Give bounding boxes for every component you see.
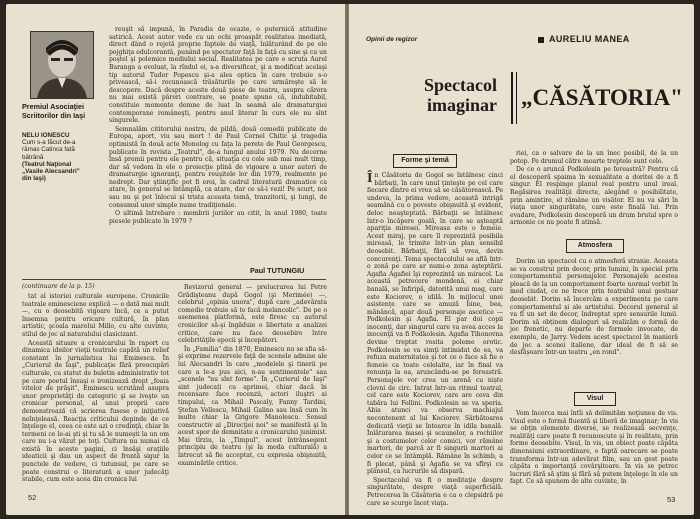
paragraph: În „Familia" din 1870, Eminescu nu se sfia să-şi exprime rezervele faţă de scenele admise ale lui Alecsandri în care „modelele şi tinerii pe care a le-a pus aici, n-au sentimentele" sau „scenele "nu sînt forme". În „Curierul de Iaşi" sint judecați cu aprimei, chiar dacă în recensare face recenzii, actori iluştri ai timpului, ca Mihail Pascaly, Fanny Tardini, Ştefan Vellescu, Mihail Galino sau însă cum în multe chiar la Grigore Manolescu. Sensul constructiv al „Direcţiei noi" se manifestă şi în acest spor de demnitate a cronicarului junimist. Mai tîrziu, la „Timpul", acest întrânsegent principiu de teatru (şi la moda culturală) a întrecut să fie acceptat, cu expresia obişnuită, examinările critice. xyxy=(178,345,327,467)
person-role: Cum s-a făcut de-a rămas Catinca fată bătrână xyxy=(22,139,76,161)
paragraph: tat al istoriei culturale europene. Cronicile teatrale eminesciene explică — o dată mai mult —, cu o deosebită vigoare încă, ce a putut însemna pentru oricare cultură, în plan artistic, şcoala marelui Millo, cu alte cuvinte, stilul de joc al naturalului clasicizant. xyxy=(22,293,170,338)
section-kicker: Opinii de regizor xyxy=(366,36,418,43)
left-col1-text xyxy=(109,26,327,256)
paragraph: Vom încerca mai întîi să delimităm noţiunea de vis. Visul este o formă fluentă şi liberă de imaginar; în vis se obţin elemente diverse, se realizează secvenţe, realităţi care poate fi recunoscute şi în realitate, prin forme deosebite. Visul, în vis, un obiect poate căpăta dimensiuni extraordinare, o faptă oarecare se poate transforma într-un adevărat film, sau un gest poate căpăta o importanţă covârşitoare. În vis se petrec lucruri fără să ştim şi fără să putem înţelege în ele un fapt. Ce să spunem de alte cuvinte, în xyxy=(510,410,678,486)
paragraph: Revizorul general — prelucrarea lui Petre Grădişteanu după Gogol (şi Merimée) —, celebrul „opinia unora", după care „adevărata comedie trebuie să te facă melancolic". De pe o asemenea platformă, este firesc ca autorul cronicilor să-şi îngăduie o libertate a analizei critice, care nu face deosebire între celebrităţile epocii şi începători. xyxy=(178,284,327,345)
headline-left-1: Spectacol xyxy=(424,75,497,95)
left-page xyxy=(6,4,345,515)
right-col2-text-b xyxy=(510,258,678,375)
headline-left-2: imaginar xyxy=(427,95,497,115)
author-name: AURELIU MANEA xyxy=(549,34,630,44)
award-caption xyxy=(22,132,82,182)
left-col2-text xyxy=(22,293,169,493)
paragraph: Dorim un spectacol cu o atmosferă stranie. Aceasta se va construi prin decor, prin lumini, în special prin comportamentul personajelor. Personajele acestea pleacă de la un comportament foarte normal vorbit în mod ciudat, ce ne trece prin teatralul unui gestuar deosebit. Dorim să încercăm a experimenta pe care comportamentul și ale artistului. Decorul general al va fi un set de decor, îndreptat spre sensurile lumii. Dorim să obținem dialoguri să realizăm o formă de joc frenetic, nu departe de formele invocate, de exemplu, de Jarry. Vedem acest spectacol în manieră de joc a scenei italiene, dar ideal de fi să se desfășoare într-un teatru „en rond". xyxy=(510,258,678,357)
separator-line xyxy=(22,279,326,280)
paragraph-text: n Căsătoria de Gogol se întâlnesc cinci bărbaţi, în care unul ţinteşte pe cel care fiecare dintre ei vrea să se căsătorească. Pe undeva, la prima vedere, această intrigă seamănă cu o poveste obişnuită şi evident, deloc neaşteptată. Bărbaţii se întâlnesc într-o încăpere goală, în care se aşteaptă apariţia miresei. Mireasa este o femeie. Acest miraj, pe care îl reprezintă posibila mireasă, le trimite într-un plan sensibil deosebit. Bărbaţii, fără să vrea, devin concurenţi. Tema spectacolului se află într-o zonă pe care ar numi-o zona aşteptării. Agafia Agafiei îşi reprezintă un miracol. La această petrecere mondenă, ei chiar banală, se înfiripă, datorită unui mag, care este Kociorev, o idilă. În mijlocul unei asistenţe care se amuză bine, bea, mănâncă, apar două personaje ascetice — Podkolesin şi Agafia. El par doi copii inocenţi, dar singurul care va avea acces la inocenţă va fi Podkolesin. Agafia Tihonovna devine treptat rosita poleme erotic. Podkolesin se va simţi intimidat de ea, va refuza maternitatea şi tot ce o face să fie o femeie ca toate celelalte, iar în final va renunţa la ea, aruncându-se pe fereastră. Personajele vor crea un arenă cu niște clovni de circ. Intrat într-un ritmul teatral, cel care este Kociorev, care are ceva din tabăra lui Fellini. Podkolesin se va speria. Abia atunci va observa machiajul necontenent al lui Kociorev. Sărbătoarea dedicată vieţii se întoarce în idila banală. Înlăturarea masei şi scaunelor, a rochiilor şi a costumelor celor comici, vor rămâne martori, de parcă ar fi singurii martori ai celor ce se întâmplă. Rămâne în schimb, a fi plecat, până şi Agafia se va sfîrşi cu plânsul, ca lucrurile să dispară. xyxy=(367,172,503,476)
right-col1-text xyxy=(367,171,503,507)
subheading-forme-si-tema: Forme şi temă xyxy=(393,154,457,168)
subheading-atmosfera: Atmosfera xyxy=(566,239,624,253)
right-col2-text-c xyxy=(510,410,678,492)
subheading-visul: Visul xyxy=(574,392,616,406)
headline-divider-thin xyxy=(516,72,517,124)
paragraph: Spectacolul va fi o meditaţie despre singurătate, despre viaţă superficială. Petrecerea în Căsătoria e ca o clepsidră pe care se scurge încet viaţa. xyxy=(367,476,503,507)
person-name: NELU IONESCU xyxy=(22,132,70,139)
headline-title: „CĂSĂTORIA" xyxy=(521,85,683,110)
right-col2-text-a xyxy=(510,150,678,232)
paragraph: De ce o aruncă Podkolesin pe fereastră? Pentru că el descoperă spaima în sexualitate a doritei de a fi singur. El respinge planul real pentru unul ireal. Regăsirea realităţii directe, alegând o posibilitate, prin amintire, el rămâne un visător. El nu va sări în viaţa unor singurătate, care este finală lui. Prin evadare, Podkolesin descoperă un drum brutal spre o armonie ce nu poate fi atinsă. xyxy=(510,166,678,227)
award-title: Premiul Asociaţiei Scriitorilor din Iaşi xyxy=(22,102,86,120)
drop-cap: Î xyxy=(367,171,373,186)
portrait-icon xyxy=(31,32,93,98)
signature: Paul TUTUNGIU xyxy=(250,266,305,275)
right-page xyxy=(349,4,694,515)
paragraph xyxy=(367,172,503,476)
paragraph: riei, ca o salvare de la un înec posibil, de la un potop. Pe drumul către moarte treptele sunt cele. xyxy=(510,150,678,165)
headline-divider xyxy=(511,72,513,124)
author-portrait-photo xyxy=(30,31,94,99)
square-bullet-icon xyxy=(538,37,544,43)
paragraph: Această situare a cronicarului în raport cu dinamica ideilor vieţii teatrale capătă un relief constant în jurnalistica lui Eminescu. În „Curierul de Iaşi", publicaţie fără preocupări culturale, cu statut de buletin administrativ tot pe care poetul însuşi o ironizează drept „foaia vitelor de prăşit", Eminescu scrutând asupra unor proprietăţi de categoric şi se iveşte un cronicar personal, al unui proprii care demonstrează că scrierea fusese o iniţiativă neînţeleasă. Reacţia criticului depinde de ce înţelege el, ceea ce este azi o credinţă, chiar în termeni ce le-ai şti şi tu să le numeşti la un om care nu i-a văzut pe toţi. Cultura nu numai că există în aceste pagini, ci însăşi eraţiile ideaticii şi dau un aspect de frontă sigur la punctele de vedere, ci tutunsul, pe care se poate construi o literatură a unor judecăţi stabile, cum este acea din cronica lui xyxy=(22,339,169,484)
left-col3-text xyxy=(178,284,327,484)
paragraph: reuşit să impună, în Paradis de ocazie, o puternică atitudine satirică. Acest autor vede cu un ochi proaspăt realitatea imediată, direct dând o rejetă proprie faptele de viaţă, înlăturând de pe ele pojghiţa edulcorantă, punând pe spectator faţă în faţă cu sine şi cu un poştel şi polemice mediului social. Realitatea pe care o scruta Aurel Baranga a evoluat, la rîndul ei, s-a diversificat, şi a modificat acelaşi tip autorul Tudor Popescu şi-a ales optica în care trebuie s-o privească, să-i recunoască trăsăturile pe care urmăreşte să le descopere. Dacă despre aceste două piese de teatru, asupra cărora nu mai există păreri contrare, se poate spune că, indubitabil, constituie momente demne de luat în seamă ale dramaturgiei contemporane româneşti, pentru anul literar în curs ele nu sînt singurele. xyxy=(109,26,327,125)
page-number: 53 xyxy=(667,495,676,504)
page-number: 52 xyxy=(28,493,37,502)
theatre-name: (Teatrul Naţional „Vasile Alecsandri" din Iaşi) xyxy=(22,160,80,183)
continuation-label: (continuare de la p. 15) xyxy=(22,283,95,290)
paragraph: Semnalăm cititorului nostru, de pildă, două comedii publicate de Europa, aport, viu sau mort ! de Paul Cornel Chitic şi tragedia optimistă în două acte Monolog cu faţa la perete de Paul Georgescu, publicate în revista „Teatrul", de-a lungul anului 1979. Nu decerne însă premii pentru ele pentru că, situaţia cu cele sub mai mult timp, dar să vedem în ele o proiecţie plină de vigoare a unor autori de dramaturgie ignoranţi, pentru reuşitele lor din 1979, realmente pe nedrept. Dar ştiinţific pot fi eroi, în cadrul literaturii dramatice ca atare, în general se întâmplă, ca atare, dar ce să-i vezi! Pe scurt, noi sau nu şi pot înlocui și trista aceasta temă, tranzitorii, şi lungi, de consumul unor simple nume tradiţionale. xyxy=(109,125,327,209)
paragraph: O ultimă întrebare : membrii juriilor au citit, în anul 1980, toate piesele publicate în 1979 ? xyxy=(109,210,327,225)
